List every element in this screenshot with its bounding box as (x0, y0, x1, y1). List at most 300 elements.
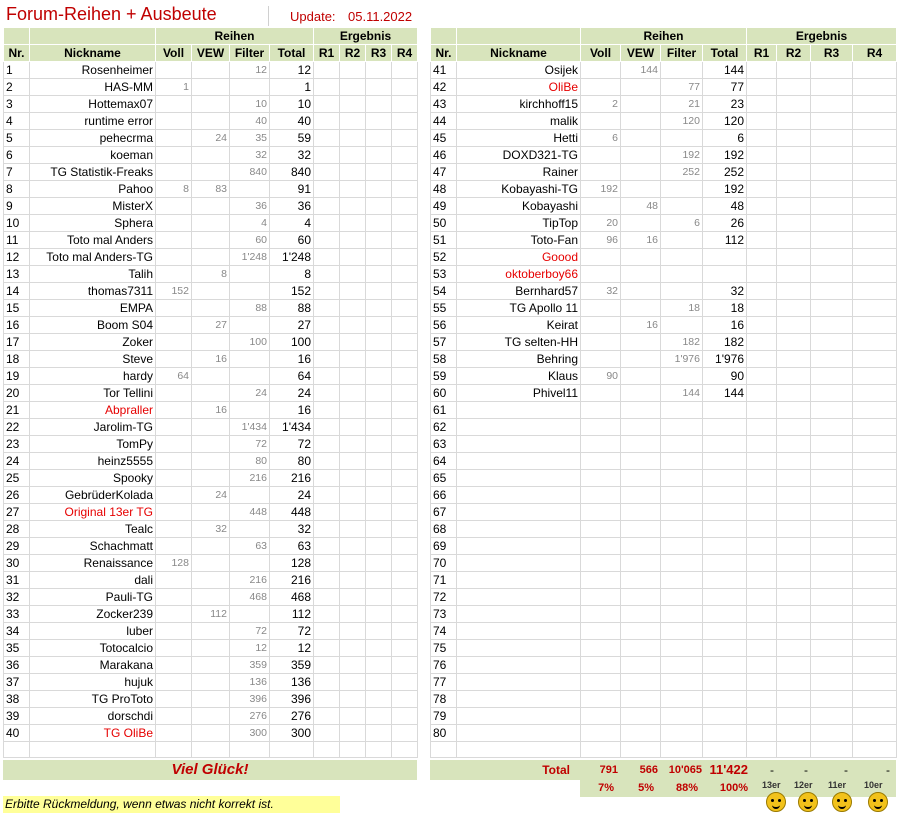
cell-filter (661, 555, 703, 572)
cell-nr: 25 (4, 470, 30, 487)
cell-r2 (777, 419, 811, 436)
cell-r2 (777, 351, 811, 368)
cell-nickname (457, 538, 581, 555)
cell-voll (581, 708, 621, 725)
table-row (4, 266, 418, 283)
cell-filter: 100 (230, 334, 270, 351)
table-row (431, 317, 897, 334)
cell-r1 (314, 555, 340, 572)
cell-vew (192, 164, 230, 181)
cell-voll (581, 351, 621, 368)
cell-r1 (747, 504, 777, 521)
col-header-filter: Filter (661, 45, 703, 62)
cell-voll (156, 589, 192, 606)
cell-vew (192, 368, 230, 385)
cell-nickname (457, 606, 581, 623)
cell-r4 (392, 385, 418, 402)
cell-r1 (747, 266, 777, 283)
cell-r4 (392, 572, 418, 589)
cell-filter (661, 708, 703, 725)
cell-nr: 57 (431, 334, 457, 351)
cell-nickname: TG ProToto (30, 691, 156, 708)
cell-vew (192, 623, 230, 640)
cell-r3 (811, 674, 853, 691)
cell-r1 (747, 147, 777, 164)
total-r4: - (886, 763, 890, 777)
col-header-vew: VEW (192, 45, 230, 62)
cell-vew (621, 708, 661, 725)
cell-vew: 112 (192, 606, 230, 623)
cell-nr: 61 (431, 402, 457, 419)
cell-r4 (853, 504, 897, 521)
cell-nickname (457, 453, 581, 470)
cell-r3 (811, 470, 853, 487)
cell-r2 (777, 368, 811, 385)
cell-filter (230, 283, 270, 300)
cell-voll (581, 589, 621, 606)
table-row (4, 79, 418, 96)
table-row (431, 232, 897, 249)
cell-r2 (777, 215, 811, 232)
cell-r1 (314, 504, 340, 521)
header-blank (457, 28, 581, 45)
cell-voll (156, 453, 192, 470)
cell-total: 72 (270, 436, 314, 453)
cell-nickname: Kobayashi (457, 198, 581, 215)
cell-voll (156, 164, 192, 181)
cell-r4 (853, 589, 897, 606)
totals-label: Total (542, 763, 570, 777)
cell-r1 (314, 572, 340, 589)
cell-nr: 30 (4, 555, 30, 572)
cell-filter (661, 674, 703, 691)
cell-r4 (853, 572, 897, 589)
cell-voll (156, 62, 192, 79)
cell-filter: 1'434 (230, 419, 270, 436)
cell-vew (192, 334, 230, 351)
cell-voll: 128 (156, 555, 192, 572)
cell-vew (621, 130, 661, 147)
cell-r3 (811, 215, 853, 232)
cell-nickname: Keirat (457, 317, 581, 334)
cell-nr: 77 (431, 674, 457, 691)
smiley-face-icon (832, 792, 852, 812)
cell-nickname: malik (457, 113, 581, 130)
cell-nickname: thomas7311 (30, 283, 156, 300)
cell-r3 (811, 453, 853, 470)
col-header-nickname: Nickname (30, 45, 156, 62)
cell-r4 (853, 317, 897, 334)
cell-r2 (340, 470, 366, 487)
total-vew: 566 (639, 764, 658, 776)
total-r1: - (770, 763, 774, 777)
cell-r1 (747, 198, 777, 215)
cell-filter (661, 572, 703, 589)
cell-filter (661, 266, 703, 283)
cell-r1 (314, 351, 340, 368)
cell-r3 (811, 232, 853, 249)
cell-voll (581, 62, 621, 79)
cell-vew (621, 79, 661, 96)
cell-nr: 75 (431, 640, 457, 657)
cell-vew: 27 (192, 317, 230, 334)
cell-voll: 96 (581, 232, 621, 249)
cell-voll (156, 470, 192, 487)
cell-total: 1 (270, 79, 314, 96)
table-row (431, 725, 897, 742)
cell-nickname: HAS-MM (30, 79, 156, 96)
cell-r4 (392, 96, 418, 113)
cell-filter (230, 521, 270, 538)
cell-r3 (366, 606, 392, 623)
cell-total: 152 (270, 283, 314, 300)
cell-voll (156, 300, 192, 317)
cell-voll (581, 402, 621, 419)
cell-voll (156, 334, 192, 351)
cell-filter (661, 640, 703, 657)
cell-nr: 45 (431, 130, 457, 147)
cell-r1 (314, 62, 340, 79)
cell-total: 216 (270, 470, 314, 487)
cell-r3 (366, 436, 392, 453)
cell-total: 136 (270, 674, 314, 691)
header-blank (431, 28, 457, 45)
cell-total: 448 (270, 504, 314, 521)
cell-vew (621, 623, 661, 640)
cell-r1 (747, 606, 777, 623)
cell-r2 (340, 674, 366, 691)
cell-r4 (392, 334, 418, 351)
cell-total: 128 (270, 555, 314, 572)
cell-r1 (747, 164, 777, 181)
cell-r1 (314, 147, 340, 164)
cell-r1 (314, 691, 340, 708)
cell-nickname (457, 725, 581, 742)
cell-r2 (777, 96, 811, 113)
cell-r2 (340, 113, 366, 130)
cell-r3 (811, 436, 853, 453)
cell-filter: 24 (230, 385, 270, 402)
cell-filter: 40 (230, 113, 270, 130)
cell-r2 (340, 96, 366, 113)
table-row (4, 640, 418, 657)
table-row (431, 640, 897, 657)
cell-voll (156, 606, 192, 623)
group-header-reihen: Reihen (581, 28, 747, 45)
col-header-r1: R1 (314, 45, 340, 62)
cell-nickname: OliBe (457, 79, 581, 96)
cell-nr: 66 (431, 487, 457, 504)
cell-total: 144 (703, 385, 747, 402)
cell-nr: 58 (431, 351, 457, 368)
cell-nickname: Boom S04 (30, 317, 156, 334)
cell-voll (581, 453, 621, 470)
cell-nr: 69 (431, 538, 457, 555)
cell-r1 (747, 368, 777, 385)
smiley-face-icon (798, 792, 818, 812)
cell-r4 (392, 538, 418, 555)
table-row (431, 521, 897, 538)
cell-nr: 64 (431, 453, 457, 470)
cell-r2 (340, 555, 366, 572)
cell-r1 (314, 436, 340, 453)
cell-nr: 80 (431, 725, 457, 742)
cell-nr: 68 (431, 521, 457, 538)
cell-vew: 16 (621, 232, 661, 249)
cell-r2 (340, 436, 366, 453)
cell-nr: 48 (431, 181, 457, 198)
cell-r1 (747, 130, 777, 147)
table-row (431, 470, 897, 487)
cell-total: 16 (270, 351, 314, 368)
left-table (3, 27, 418, 758)
cell-r2 (777, 402, 811, 419)
total-r3: - (844, 763, 848, 777)
cell-voll (156, 96, 192, 113)
cell-r2 (777, 657, 811, 674)
cell-voll (581, 572, 621, 589)
cell-r2 (777, 181, 811, 198)
cell-vew (621, 385, 661, 402)
cell-filter: 36 (230, 198, 270, 215)
cell-r1 (314, 470, 340, 487)
emoji-badge-label: 12er (794, 780, 813, 790)
table-row (4, 674, 418, 691)
cell-r2 (777, 470, 811, 487)
cell-voll (581, 521, 621, 538)
cell-vew (192, 470, 230, 487)
cell-r3 (366, 555, 392, 572)
cell-r3 (811, 623, 853, 640)
cell-vew (621, 470, 661, 487)
cell-voll (156, 623, 192, 640)
cell-r3 (366, 198, 392, 215)
cell-r3 (811, 521, 853, 538)
cell-total (703, 691, 747, 708)
cell-r3 (811, 283, 853, 300)
cell-r4 (853, 521, 897, 538)
cell-vew (621, 555, 661, 572)
table-row (4, 283, 418, 300)
cell-voll (581, 555, 621, 572)
cell-nr: 42 (431, 79, 457, 96)
cell-nr: 47 (431, 164, 457, 181)
cell-r3 (366, 691, 392, 708)
cell-total: 120 (703, 113, 747, 130)
table-row-empty (4, 742, 418, 758)
cell-filter (661, 181, 703, 198)
cell-voll (581, 113, 621, 130)
cell-r3 (366, 147, 392, 164)
cell-empty (30, 742, 156, 758)
cell-vew: 24 (192, 130, 230, 147)
cell-nickname (457, 555, 581, 572)
cell-total (703, 402, 747, 419)
cell-total: 300 (270, 725, 314, 742)
cell-total (703, 249, 747, 266)
table-row (431, 113, 897, 130)
cell-r1 (314, 385, 340, 402)
cell-total: 88 (270, 300, 314, 317)
cell-vew: 32 (192, 521, 230, 538)
cell-filter (661, 317, 703, 334)
cell-total: 90 (703, 368, 747, 385)
cell-r3 (366, 334, 392, 351)
cell-vew (192, 657, 230, 674)
table-row (4, 402, 418, 419)
cell-r1 (747, 249, 777, 266)
cell-empty (230, 742, 270, 758)
cell-total (703, 453, 747, 470)
table-row (431, 436, 897, 453)
cell-nickname (457, 623, 581, 640)
cell-r2 (777, 317, 811, 334)
cell-nr: 8 (4, 181, 30, 198)
cell-r1 (314, 623, 340, 640)
table-row (4, 572, 418, 589)
cell-nr: 16 (4, 317, 30, 334)
cell-r3 (811, 79, 853, 96)
cell-r3 (366, 623, 392, 640)
cell-filter: 840 (230, 164, 270, 181)
cell-nickname: TG Apollo 11 (457, 300, 581, 317)
cell-r3 (811, 249, 853, 266)
cell-r2 (340, 657, 366, 674)
cell-voll (581, 300, 621, 317)
cell-filter (661, 589, 703, 606)
table-row (431, 79, 897, 96)
cell-total: 1'434 (270, 419, 314, 436)
cell-nr: 1 (4, 62, 30, 79)
cell-r1 (747, 334, 777, 351)
cell-nickname: dali (30, 572, 156, 589)
cell-filter: 60 (230, 232, 270, 249)
cell-r1 (747, 521, 777, 538)
col-header-vew: VEW (621, 45, 661, 62)
cell-total: 468 (270, 589, 314, 606)
cell-nickname (457, 708, 581, 725)
cell-voll: 20 (581, 215, 621, 232)
cell-r4 (392, 62, 418, 79)
cell-voll (581, 249, 621, 266)
cell-total (703, 470, 747, 487)
cell-nickname: Goood (457, 249, 581, 266)
cell-r3 (366, 62, 392, 79)
cell-empty (811, 742, 853, 758)
cell-nr: 20 (4, 385, 30, 402)
cell-r4 (392, 674, 418, 691)
cell-r2 (777, 334, 811, 351)
cell-r1 (747, 62, 777, 79)
cell-voll (156, 725, 192, 742)
cell-nickname: Pauli-TG (30, 589, 156, 606)
table-row (4, 232, 418, 249)
cell-nr: 7 (4, 164, 30, 181)
cell-r3 (366, 300, 392, 317)
cell-r2 (340, 300, 366, 317)
cell-total: 4 (270, 215, 314, 232)
cell-filter (230, 487, 270, 504)
cell-voll (156, 249, 192, 266)
table-row (431, 198, 897, 215)
cell-r1 (314, 215, 340, 232)
good-luck-banner: Viel Glück! (3, 760, 417, 780)
cell-r2 (340, 249, 366, 266)
col-header-r3: R3 (811, 45, 853, 62)
cell-nickname: Hetti (457, 130, 581, 147)
cell-nr: 36 (4, 657, 30, 674)
cell-r1 (314, 266, 340, 283)
cell-nickname: Toto mal Anders (30, 232, 156, 249)
cell-r1 (314, 113, 340, 130)
col-header-filter: Filter (230, 45, 270, 62)
cell-vew (192, 300, 230, 317)
cell-total: 12 (270, 62, 314, 79)
cell-voll (581, 640, 621, 657)
table-row (4, 164, 418, 181)
cell-voll (156, 504, 192, 521)
cell-nickname: MisterX (30, 198, 156, 215)
cell-filter (230, 317, 270, 334)
cell-total: 63 (270, 538, 314, 555)
cell-nickname: Renaissance (30, 555, 156, 572)
cell-r4 (853, 164, 897, 181)
col-header-nickname: Nickname (457, 45, 581, 62)
cell-empty (661, 742, 703, 758)
cell-r4 (392, 317, 418, 334)
cell-r4 (392, 691, 418, 708)
cell-filter (661, 538, 703, 555)
cell-filter: 276 (230, 708, 270, 725)
cell-r2 (777, 606, 811, 623)
pct-filter: 88% (675, 782, 698, 794)
cell-voll (581, 504, 621, 521)
cell-filter (661, 453, 703, 470)
cell-r3 (811, 657, 853, 674)
cell-r2 (340, 708, 366, 725)
cell-vew (192, 232, 230, 249)
cell-empty (457, 742, 581, 758)
cell-empty (621, 742, 661, 758)
cell-r1 (314, 198, 340, 215)
cell-r1 (314, 300, 340, 317)
cell-vew (192, 436, 230, 453)
cell-nr: 63 (431, 436, 457, 453)
cell-voll (581, 385, 621, 402)
cell-nickname: Totocalcio (30, 640, 156, 657)
cell-nickname: Spooky (30, 470, 156, 487)
cell-voll: 192 (581, 181, 621, 198)
cell-nickname: TG Statistik-Freaks (30, 164, 156, 181)
cell-filter (661, 487, 703, 504)
table-row (4, 181, 418, 198)
table-row (431, 402, 897, 419)
cell-r4 (853, 266, 897, 283)
table-row (431, 249, 897, 266)
cell-vew (621, 334, 661, 351)
cell-nickname: heinz5555 (30, 453, 156, 470)
cell-r1 (747, 623, 777, 640)
cell-vew (621, 487, 661, 504)
table-row (4, 657, 418, 674)
cell-filter: 359 (230, 657, 270, 674)
cell-nickname: Bernhard57 (457, 283, 581, 300)
cell-voll (156, 130, 192, 147)
cell-r4 (853, 538, 897, 555)
cell-nickname (457, 640, 581, 657)
cell-nickname: DOXD321-TG (457, 147, 581, 164)
cell-total: 36 (270, 198, 314, 215)
